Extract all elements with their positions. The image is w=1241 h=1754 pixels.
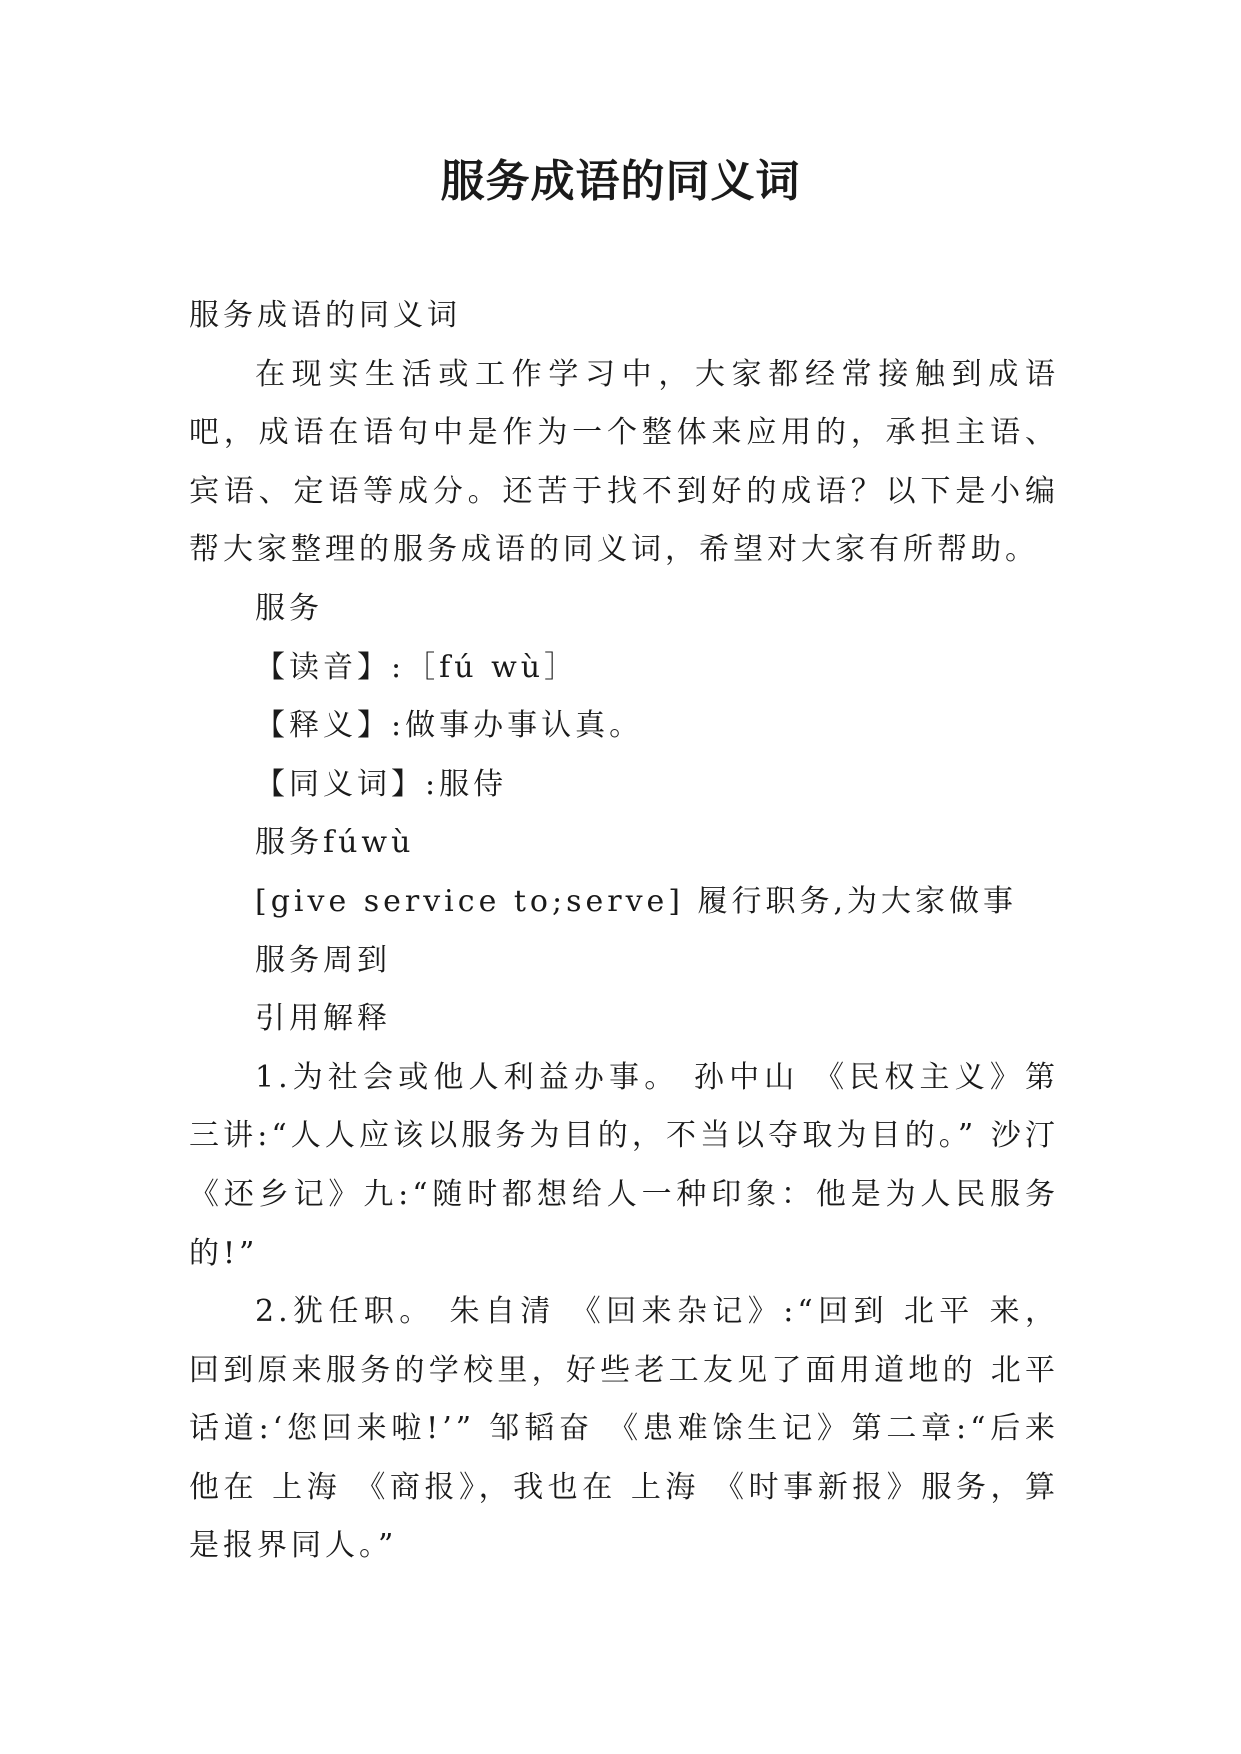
pinyin-line: 服务fúwù [255, 825, 415, 861]
synonym-line: 【同义词】:服侍 [255, 766, 508, 802]
intro-paragraph: 在现实生活或工作学习中，大家都经常接触到成语吧，成语在语句中是作为一个整体来应用的，承担主语、宾语、定语等成分。还苦于找不到好的成语？以下是小编帮大家整理的服务成语的同义词，希望对大家有所帮助。 [189, 356, 1059, 568]
document-subtitle: 服务成语的同义词 [189, 298, 461, 333]
word-heading: 服务 [255, 590, 323, 626]
quote-heading: 引用解释 [255, 1001, 391, 1037]
document-body [189, 287, 1059, 1576]
phrase-line: 服务周到 [255, 942, 391, 978]
definition-item-1: 1.为社会或他人利益办事。 孙中山 《民权主义》第三讲:“人人应该以服务为目的，不当以夺取为目的。” 沙汀 《还乡记》九:“随时都想给人一种印象：他是为人民服务的!” [189, 1059, 1059, 1271]
english-definition-line: [give service to;serve] 履行职务,为大家做事 [255, 883, 1018, 919]
pronunciation-line: 【读音】:［fú wù］ [255, 649, 579, 685]
definition-item-2: 2.犹任职。 朱自清 《回来杂记》:“回到 北平 来，回到原来服务的学校里，好些老工友见了面用道地的 北平 话道:‘您回来啦!’” 邹韬奋 《患难馀生记》第二章:“后来他在 上海 《商报》，我也在 上海 《时事新报》服务，算是报界同人。” [189, 1294, 1059, 1564]
meaning-line: 【释义】:做事办事认真。 [255, 708, 644, 744]
page-title: 服务成语的同义词 [440, 156, 801, 207]
